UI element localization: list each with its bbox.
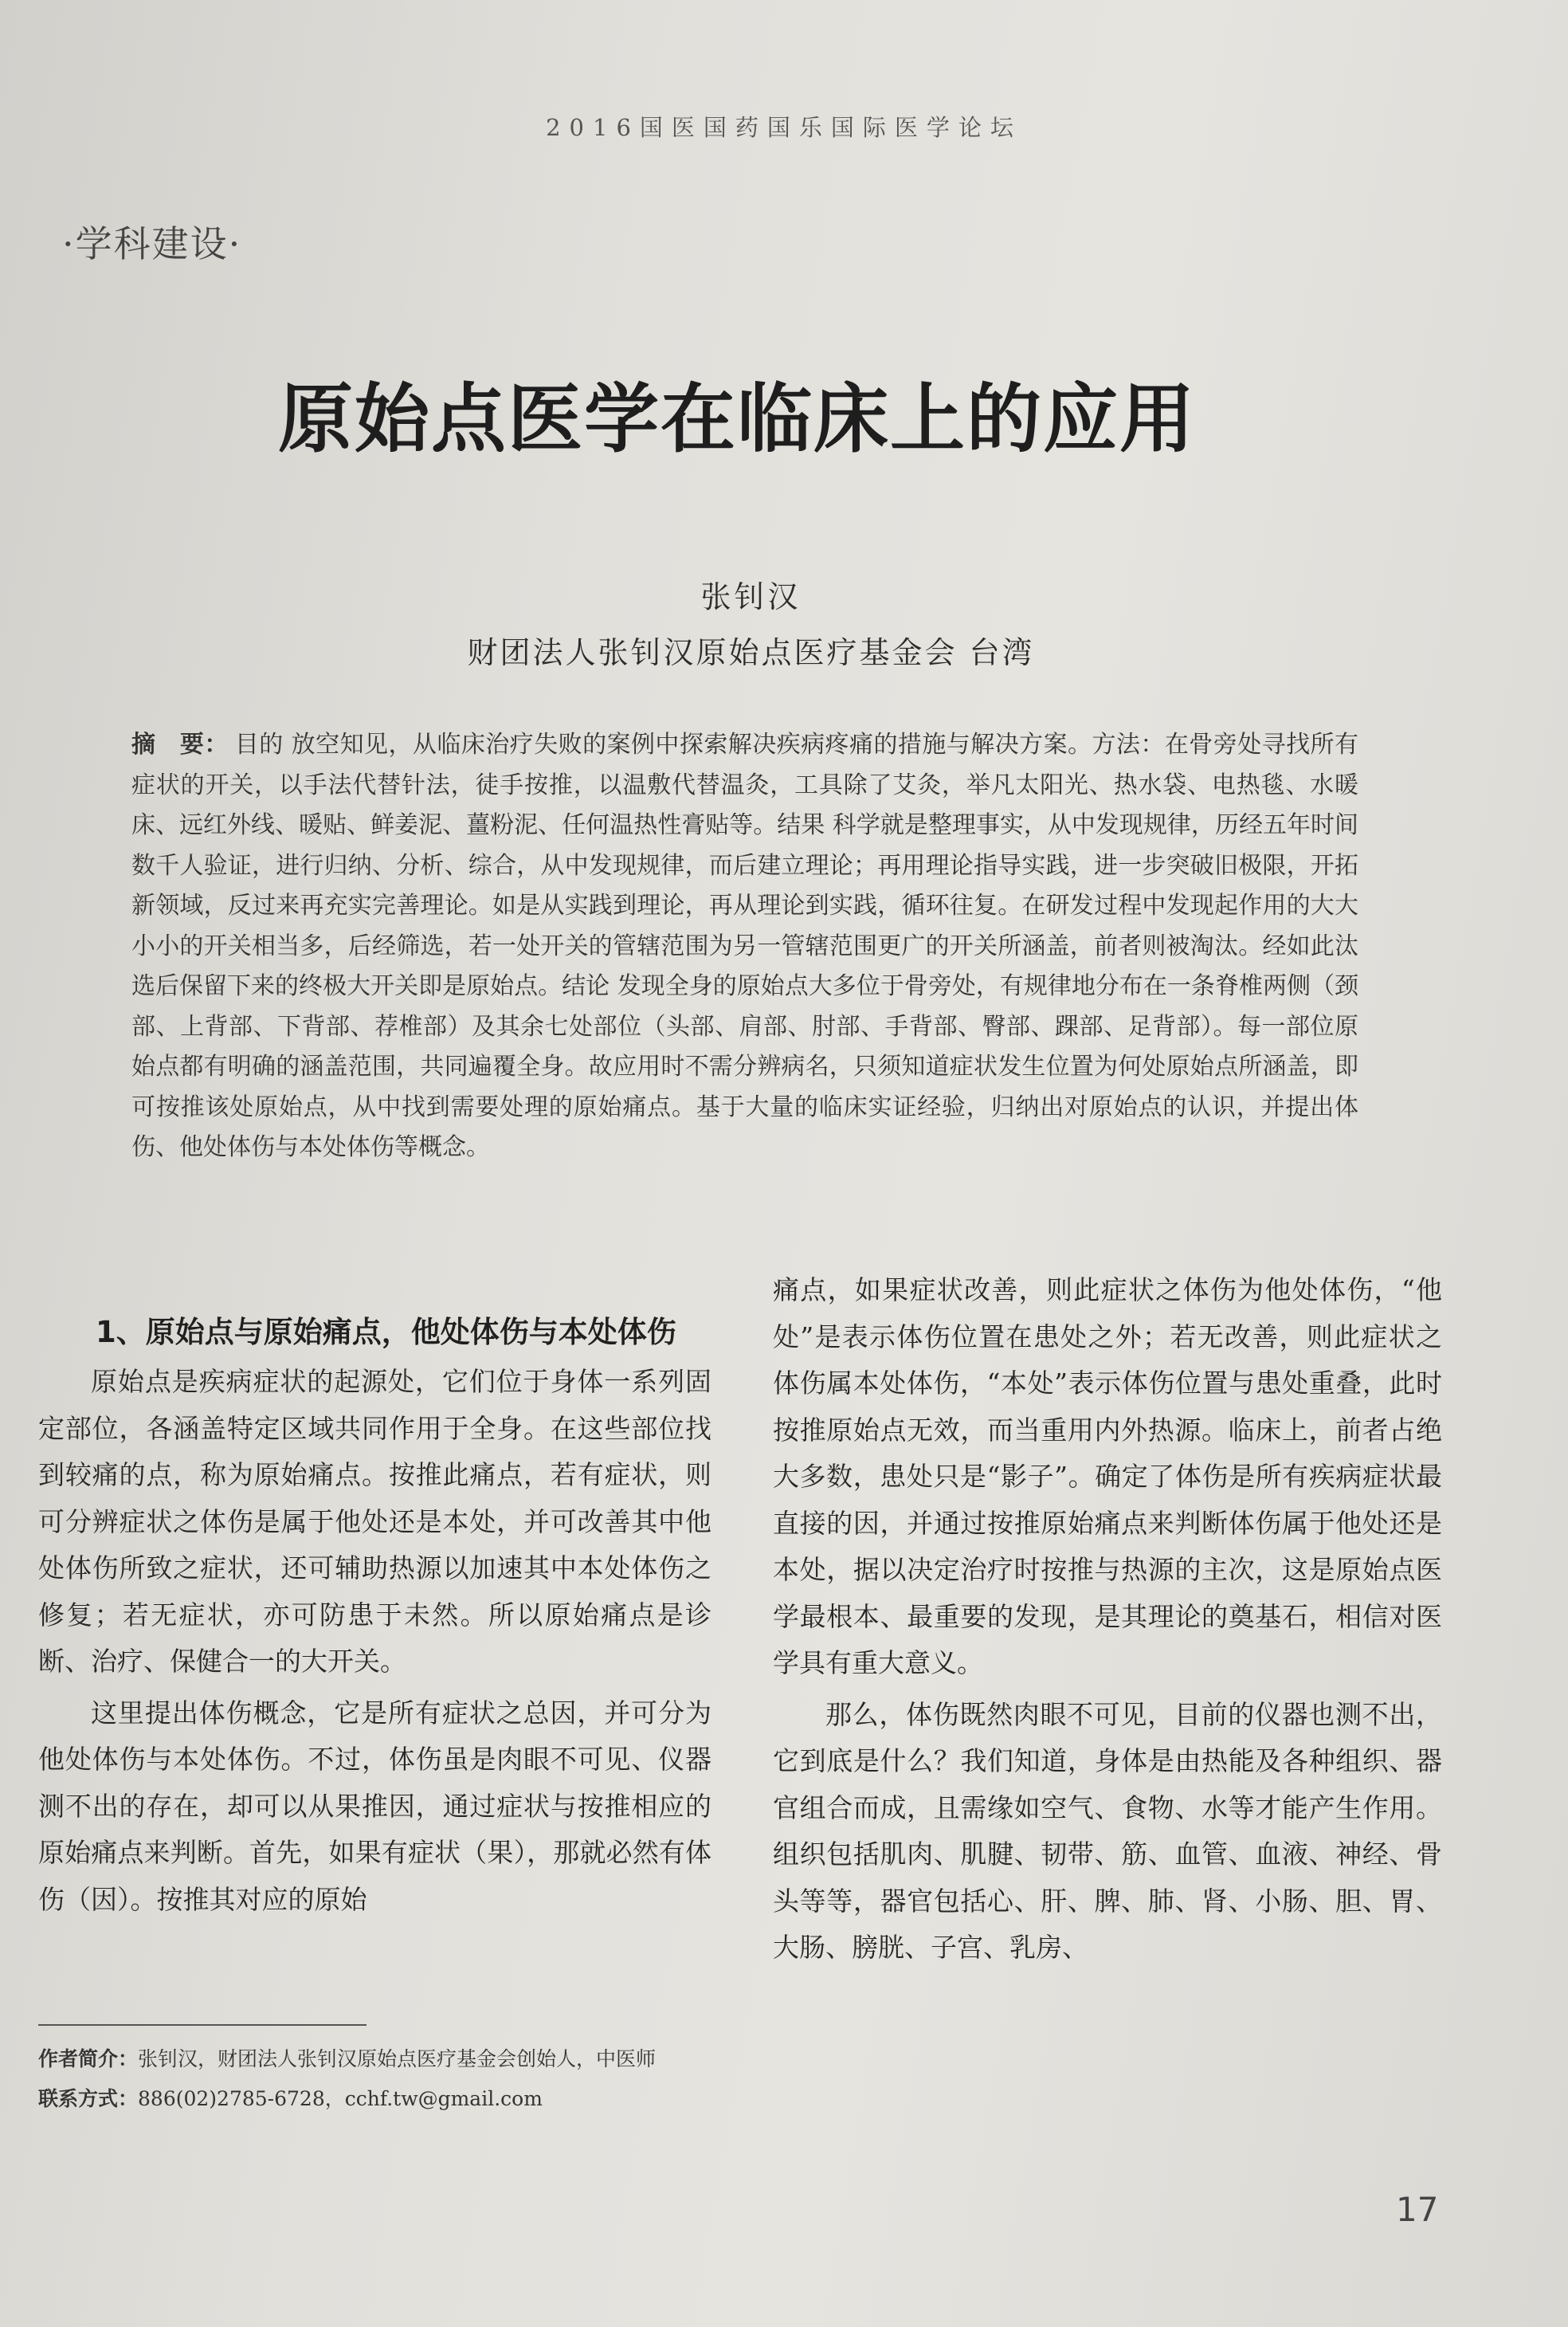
author-name: 张钊汉 (700, 579, 802, 614)
running-header: 2016国医国药国乐国际医学论坛 (546, 114, 1022, 141)
body-paragraph: 那么，体伤既然肉眼不可见，目前的仪器也测不出，它到底是什么？我们知道，身体是由热能及各种组织、器官组合而成，且需缘如空气、食物、水等才能产生作用。组织包括肌肉、肌腱、韧带、筋、血管、血液、神经、骨头等等，器官包括心、肝、脾、肺、肾、小肠、胆、胃、大肠、膀胱、子宫、乳房、 (773, 1698, 1442, 1963)
footnote-divider (38, 2024, 367, 2026)
contact-label: 联系方式： (38, 2087, 139, 2110)
author-bio-footnote (38, 2043, 656, 2072)
left-column (38, 1311, 711, 1928)
section-tag: ·学科建设· (62, 222, 242, 265)
author-affiliation: 财团法人张钊汉原始点医疗基金会 台湾 (467, 635, 1035, 670)
page-number: 17 (1396, 2190, 1439, 2229)
abstract-label: 摘 要： (131, 731, 229, 759)
contact-footnote (38, 2083, 543, 2112)
bio-label: 作者简介： (38, 2047, 139, 2070)
section-heading: 1、原始点与原始痛点，他处体伤与本处体伤 (96, 1315, 676, 1349)
article-title: 原始点医学在临床上的应用 (277, 376, 1196, 463)
body-paragraph: 这里提出体伤概念，它是所有症状之总因，并可分为他处体伤与本处体伤。不过，体伤虽是肉眼不可见、仪器测不出的存在，却可以从果推因，通过症状与按推相应的原始痛点来判断。首先，如果有症状（果），那就必然有体伤（因）。按推其对应的原始 (38, 1697, 711, 1915)
abstract (131, 725, 1358, 1168)
contact-text: 886(02)2785-6728，cchf.tw@gmail.com (138, 2087, 543, 2110)
bio-text: 张钊汉，财团法人张钊汉原始点医疗基金会创始人，中医师 (138, 2047, 657, 2070)
body-paragraph: 痛点，如果症状改善，则此症状之体伤为他处体伤，“他处”是表示体伤位置在患处之外；若无改善，则此症状之体伤属本处体伤，“本处”表示体伤位置与患处重叠，此时按推原始点无效，而当重用内外热源。临床上，前者占绝大多数，患处只是“影子”。确定了体伤是所有疾病症状最直接的因，并通过按推原始痛点来判断体伤属于他处还是本处，据以决定治疗时按推与热源的主次，这是原始点医学最根本、最重要的发现，是其理论的奠基石，相信对医学具有重大意义。 (773, 1274, 1442, 1678)
abstract-text: 目的 放空知见，从临床治疗失败的案例中探索解决疾病疼痛的措施与解决方案。方法：在骨旁处寻找所有症状的开关，以手法代替针法，徒手按推，以温敷代替温灸，工具除了艾灸，举凡太阳光、热水袋、电热毯、水暖床、远红外线、暖贴、鲜姜泥、薑粉泥、任何温热性膏贴等。结果 科学就是整理事实，从中发现规律，历经五年时间数千人验证，进行归纳、分析、综合，从中发现规律，而后建立理论；再用理论指导实践，进一步突破旧极限，开拓新领域，反过来再充实完善理论。如是从实践到理论，再从理论到实践，循环往复。在研发过程中发现起作用的大大小小的开关相当多，后经筛选，若一处开关的管辖范围为另一管辖范围更广的开关所涵盖，前者则被淘汰。经如此汰选后保留下来的终极大开关即是原始点。结论 发现全身的原始点大多位于骨旁处，有规律地分布在一条脊椎两侧（颈部、上背部、下背部、荐椎部）及其余七处部位（头部、肩部、肘部、手背部、臀部、踝部、足背部）。每一部位原始点都有明确的涵盖范围，共同遍覆全身。故应用时不需分辨病名，只须知道症状发生位置为何处原始点所涵盖，即可按推该处原始点，从中找到需要处理的原始痛点。基于大量的临床实证经验，归纳出对原始点的认识，并提出体伤、他处体伤与本处体伤等概念。 (131, 731, 1358, 1161)
body-paragraph: 原始点是疾病症状的起源处，它们位于身体一系列固定部位，各涵盖特定区域共同作用于全身。在这些部位找到较痛的点，称为原始痛点。按推此痛点，若有症状，则可分辨症状之体伤是属于他处还是本处，并可改善其中他处体伤所致之症状，还可辅助热源以加速其中本处体伤之修复；若无症状，亦可防患于未然。所以原始痛点是诊断、治疗、保健合一的大开关。 (38, 1366, 711, 1677)
right-column (773, 1267, 1442, 1976)
